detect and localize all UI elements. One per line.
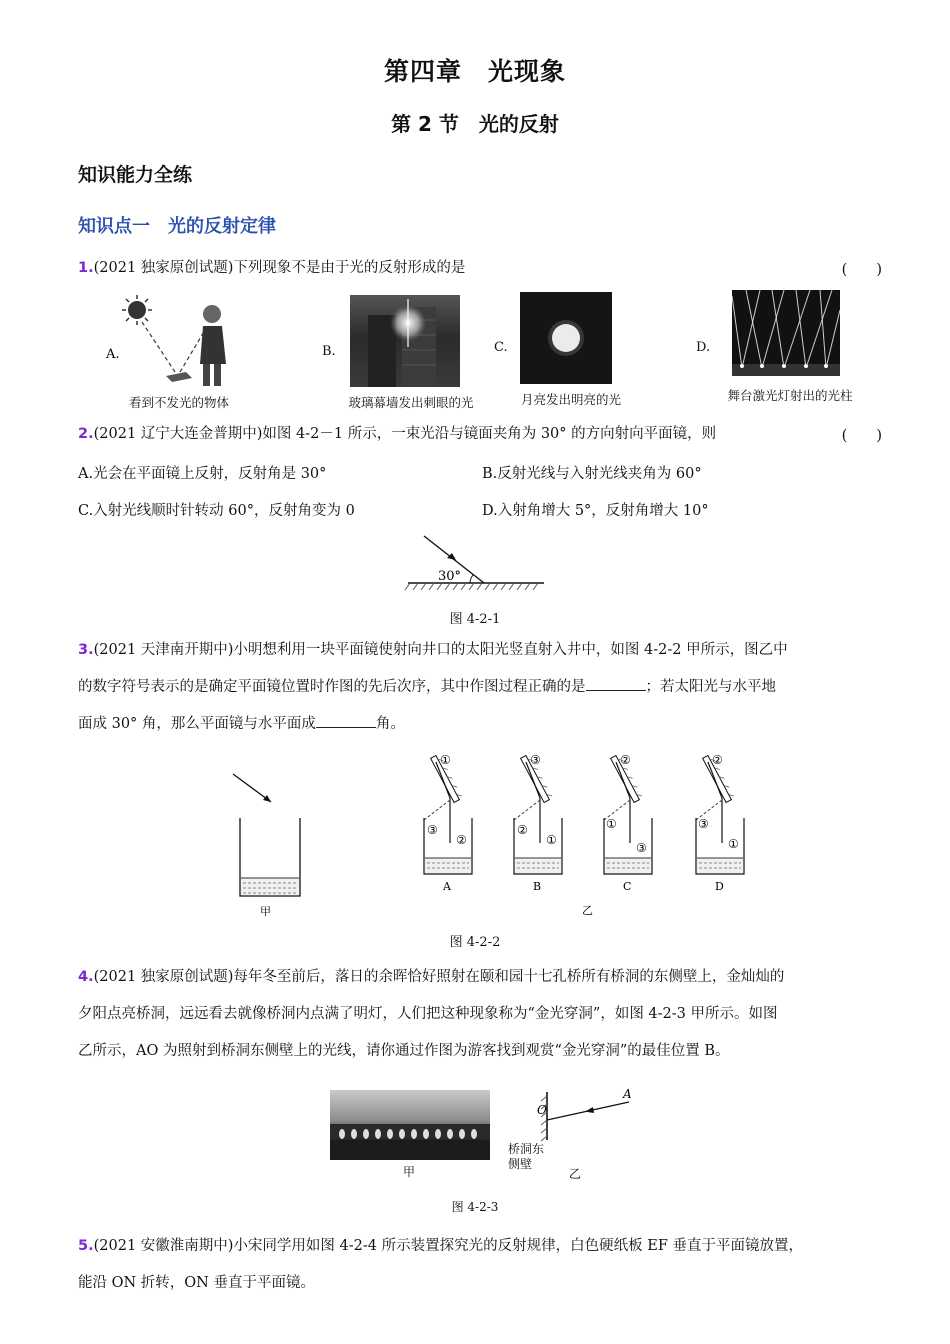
question-text-line-2b: ；若太阳光与水平地 [645,679,776,695]
panel-a-mark-1: ① [440,753,451,767]
option-letter: A. [106,347,120,362]
panel-c-mark-2: ① [606,817,617,831]
label-jia: 甲 [403,1165,416,1179]
question-4 [78,959,888,1070]
question-text-line-3a: 面成 30° 角，那么平面镜与水平面成 [78,716,316,732]
answer-parentheses: ( ) [841,262,882,278]
panel-b-letter: B [533,880,542,893]
q1-option-b-letter: B. [322,344,336,359]
q1-option-d-letter: D. [696,340,711,355]
figure-caption: 图 4-2-1 [449,612,501,627]
question-text-line-1: (2021 独家原创试题)每年冬至前后，落日的余晖恰好照射在颐和园十七孔桥所有桥洞的东侧壁上，金灿灿的 [93,969,785,985]
question-text: (2021 独家原创试题)下列现象不是由于光的反射形成的是 [93,260,466,276]
answer-parentheses: ( ) [841,428,882,444]
chapter-title: 第四章 光现象 [383,57,566,86]
question-number: 5. [78,1238,94,1254]
question-2 [78,416,888,453]
mirror-placement-diagrams [410,748,770,920]
practice-title: 知识能力全练 [78,164,193,186]
question-3 [78,632,888,743]
moon-photo [520,292,612,384]
seventeen-arch-bridge-photo [330,1090,490,1160]
wall-label-line-2: 侧壁 [508,1157,533,1171]
answer-blank-2[interactable] [316,713,376,728]
question-text-line-2a: 的数字符号表示的是确定平面镜位置时作图的先后次序，其中作图过程正确的是 [78,679,586,695]
q2-option-c: C.入射光线顺时针转动 60°，反射角变为 0 [78,503,355,519]
question-number: 2. [78,426,94,442]
q2-option-a: A.光会在平面镜上反射，反射角是 30° [78,466,327,482]
q2-option-d: D.入射角增大 5°，反射角增大 10° [482,503,709,519]
figure-4-2-2-jia [225,768,310,918]
panel-a-mark-3: ② [456,833,467,847]
panel-a-letter: A [443,880,451,893]
question-number: 3. [78,642,94,658]
question-text: (2021 辽宁大连金普期中)如图 4-2－1 所示，一束光沿与镜面夹角为 30° 的方向射向平面镜，则 [93,426,717,442]
panel-d-letter: D [715,880,724,893]
panel-b-mark-3: ① [546,833,557,847]
figure-caption: 图 4-2-3 [451,1200,499,1214]
panel-a-mark-2: ③ [427,823,438,837]
well-diagram [225,768,310,918]
panel-d [696,756,744,874]
panel-b-mark-2: ② [517,823,528,837]
question-text-line-3b: 角。 [375,716,405,732]
mirror-incident-ray-diagram [400,532,550,594]
question-text-line-1: (2021 天津南开期中)小明想利用一块平面镜使射向井口的太阳光竖直射入井中，如图 4-2-2 甲所示，图乙中 [93,642,788,658]
panel-b-mark-1: ③ [530,753,541,767]
panel-c-letter: C [623,880,632,893]
panel-d-mark-2: ③ [698,817,709,831]
question-text-line-2: 夕阳点亮桥洞，远远看去就像桥洞内点满了明灯，人们把这种现象称为“金光穿洞”，如图 4-2-3 甲所示。如图 [78,1006,778,1022]
section-title: 第 2 节 光的反射 [391,112,559,136]
answer-blank-1[interactable] [586,676,646,691]
q2-option-b: B.反射光线与入射光线夹角为 60° [482,466,702,482]
wall-label-line-1: 桥洞东 [508,1142,545,1156]
label-o: O [537,1103,547,1117]
question-number: 4. [78,969,94,985]
q1-option-a-caption: 看到不发光的物体 [128,395,229,410]
question-text-line-1: (2021 安徽淮南期中)小宋同学用如图 4-2-4 所示装置探究光的反射规律，白色硬纸板 EF 垂直于平面镜放置， [93,1238,803,1254]
panel-b [514,756,562,874]
panel-c [604,756,652,874]
q1-option-c-caption: 月亮发出明亮的光 [520,392,621,407]
stage-laser-photo [732,290,840,376]
knowledge-point-title: 知识点一 光的反射定律 [78,216,276,237]
figure-caption: 图 4-2-2 [449,935,501,950]
question-text-line-3: 乙所示，AO 为照射到桥洞东侧壁上的光线，请你通过作图为游客找到观赏“金光穿洞”的最佳位置 B。 [78,1043,730,1059]
label-yi: 乙 [569,1167,582,1181]
figure-4-2-2-yi [410,748,770,920]
question-text-line-2: 能沿 ON 折转，ON 垂直于平面镜。 [78,1275,315,1291]
panel-d-mark-3: ① [728,837,739,851]
label-a: A [623,1087,632,1101]
panel-d-mark-1: ② [712,753,723,767]
question-number: 1. [78,260,94,276]
question-5 [78,1228,888,1302]
label-jia: 甲 [260,905,271,918]
q1-option-d-caption: 舞台激光灯射出的光柱 [727,388,853,403]
q1-option-c-letter: C. [494,340,508,355]
wall-label [508,1142,544,1172]
glass-curtain-wall-photo [350,295,460,387]
question-1 [78,250,888,287]
figure-4-2-1 [400,532,550,594]
q1-option-b-caption: 玻璃幕墙发出刺眼的光 [348,395,474,410]
label-yi: 乙 [582,904,593,917]
panel-c-mark-1: ② [620,753,631,767]
panel-a [424,756,472,874]
angle-label: 30° [438,569,462,584]
panel-c-mark-3: ③ [636,841,647,855]
